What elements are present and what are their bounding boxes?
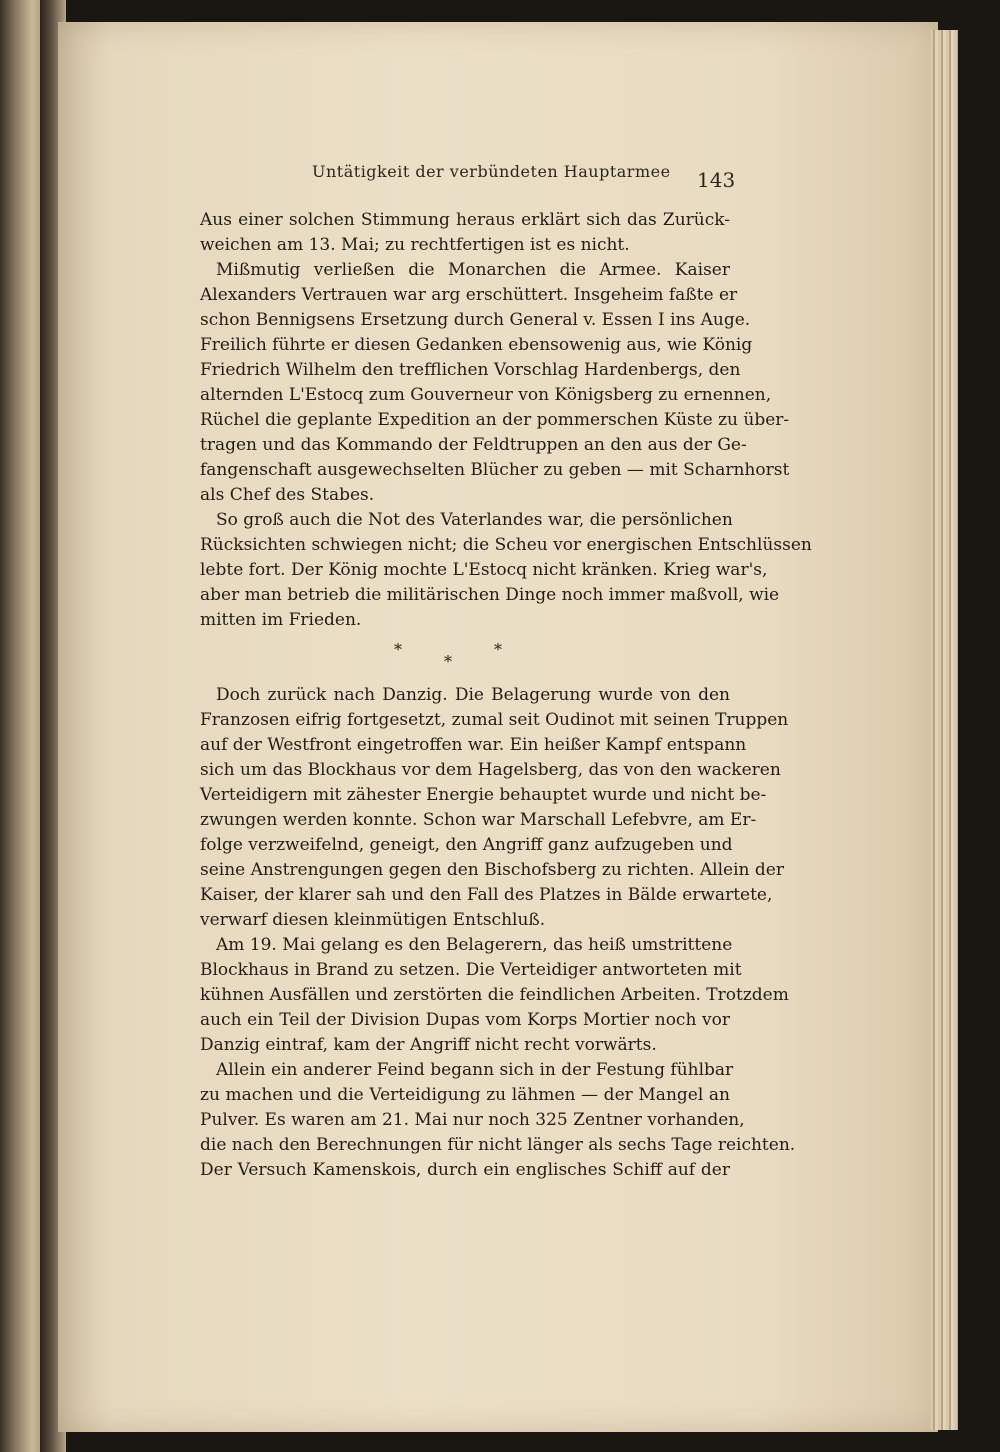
separator-star: * — [494, 640, 502, 659]
separator-star: * — [444, 652, 452, 671]
text-line: So groß auch die Not des Vaterlandes war, die persönlichen — [216, 510, 733, 530]
text-line: aber man betrieb die militärischen Dinge noch immer maßvoll, wie — [200, 585, 780, 605]
text-line: zu machen und die Verteidigung zu lähmen — der Mangel an — [200, 1085, 730, 1105]
text-line: Doch zurück nach Danzig. Die Belagerung wurde von den — [216, 685, 730, 705]
text-line: mitten im Frieden. — [200, 610, 362, 630]
text-line: verwarf diesen kleinmütigen Entschluß. — [200, 910, 546, 930]
page-number: 143 — [697, 168, 736, 192]
text-line: tragen und das Kommando der Feldtruppen an den aus der Ge- — [200, 435, 747, 455]
text-line: zwungen werden konnte. Schon war Marschall Lefebvre, am Er- — [200, 810, 757, 830]
text-line: lebte fort. Der König mochte L'Estocq nicht kränken. Krieg war's, — [200, 560, 768, 580]
text-line: Allein ein anderer Feind begann sich in der Festung fühlbar — [216, 1060, 734, 1080]
text-line: Friedrich Wilhelm den trefflichen Vorschlag Hardenbergs, den — [200, 360, 741, 380]
text-line: die nach den Berechnungen für nicht länger als sechs Tage reichten. — [200, 1135, 796, 1155]
text-line: Kaiser, der klarer sah und den Fall des Platzes in Bälde erwartete, — [200, 885, 773, 905]
text-line: Franzosen eifrig fortgesetzt, zumal seit Oudinot mit seinen Truppen — [200, 710, 789, 730]
text-line: Alexanders Vertrauen war arg erschüttert. Insgeheim faßte er — [200, 285, 738, 305]
text-line: auch ein Teil der Division Dupas vom Korps Mortier noch vor — [200, 1010, 730, 1030]
text-line: fangenschaft ausgewechselten Blücher zu geben — mit Scharnhorst — [200, 460, 790, 480]
text-line: Rüchel die geplante Expedition an der pommerschen Küste zu über- — [200, 410, 790, 430]
text-line: folge verzweifelnd, geneigt, den Angriff ganz aufzugeben und — [200, 835, 733, 855]
text-line: sich um das Blockhaus vor dem Hagelsberg, das von den wackeren — [200, 760, 781, 780]
text-line: als Chef des Stabes. — [200, 485, 375, 505]
text-line: alternden L'Estocq zum Gouverneur von Königsberg zu ernennen, — [200, 385, 772, 405]
text-line: schon Bennigsens Ersetzung durch General v. Essen I ins Auge. — [200, 310, 751, 330]
section-separator — [390, 640, 510, 670]
text-line: Am 19. Mai gelang es den Belagerern, das heiß umstrittene — [216, 935, 733, 955]
text-line: seine Anstrengungen gegen den Bischofsberg zu richten. Allein der — [200, 860, 784, 880]
text-line: weichen am 13. Mai; zu rechtfertigen ist es nicht. — [200, 235, 630, 255]
running-title: Untätigkeit der verbündeten Hauptarmee — [312, 162, 671, 181]
text-line: Aus einer solchen Stimmung heraus erklärt sich das Zurück- — [200, 210, 730, 230]
text-line: Der Versuch Kamenskois, durch ein englisches Schiff auf der — [200, 1160, 730, 1180]
text-line: Rücksichten schwiegen nicht; die Scheu vor energischen Entschlüssen — [200, 535, 812, 555]
text-line: kühnen Ausfällen und zerstörten die feindlichen Arbeiten. Trotzdem — [200, 985, 789, 1005]
text-line: Danzig eintraf, kam der Angriff nicht recht vorwärts. — [200, 1035, 657, 1055]
text-line: Mißmutig verließen die Monarchen die Armee. Kaiser — [216, 260, 730, 280]
separator-star: * — [394, 640, 402, 659]
text-line: auf der Westfront eingetroffen war. Ein heißer Kampf entspann — [200, 735, 747, 755]
text-line: Pulver. Es waren am 21. Mai nur noch 325 Zentner vorhanden, — [200, 1110, 745, 1130]
text-line: Freilich führte er diesen Gedanken ebensowenig aus, wie König — [200, 335, 753, 355]
text-line: Verteidigern mit zähester Energie behauptet wurde und nicht be- — [200, 785, 767, 805]
text-line: Blockhaus in Brand zu setzen. Die Verteidiger antworteten mit — [200, 960, 742, 980]
page-edges — [930, 30, 958, 1430]
